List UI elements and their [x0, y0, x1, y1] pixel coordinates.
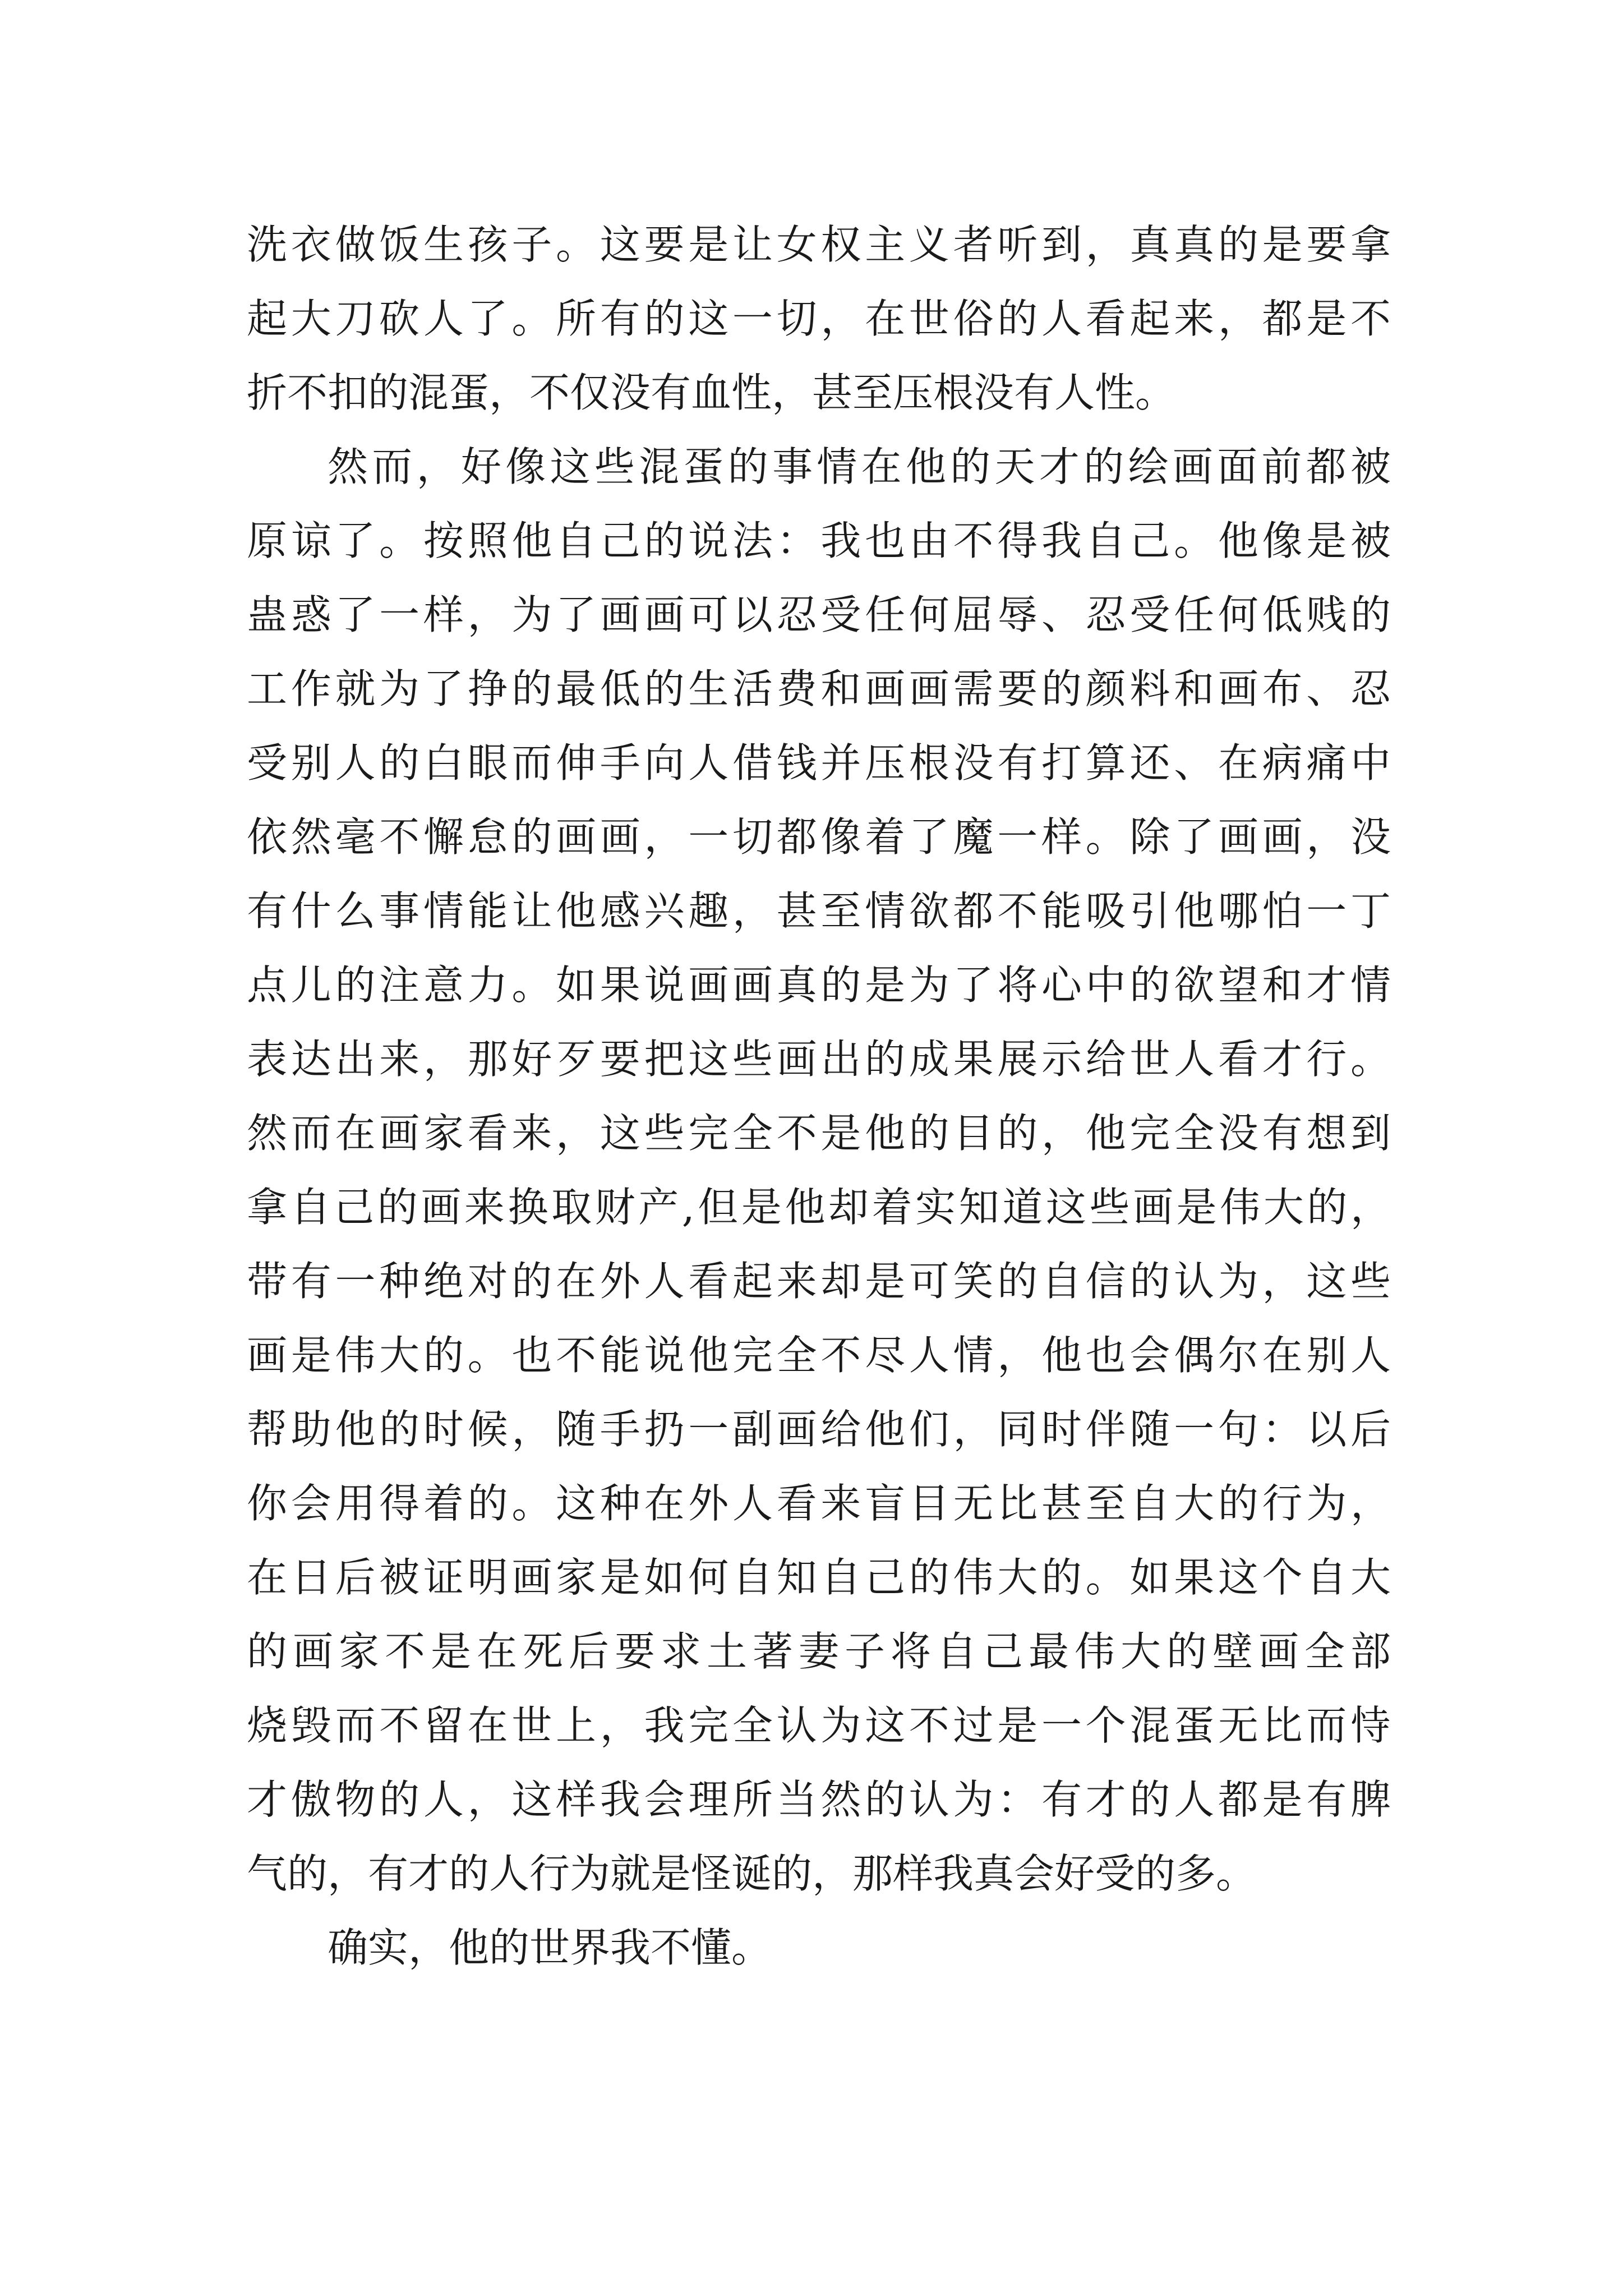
text-line: 洗衣做饭生孩子。这要是让女权主义者听到，真真的是要拿 [247, 221, 1391, 268]
text-line: 画是伟大的。也不能说他完全不尽人情，他也会偶尔在别人 [247, 1332, 1391, 1379]
text-line: 折不扣的混蛋，不仅没有血性，甚至压根没有人性。 [247, 369, 1176, 416]
text-line: 气的，有才的人行为就是怪诞的，那样我真会好受的多。 [247, 1850, 1257, 1897]
text-line: 带有一种绝对的在外人看起来却是可笑的自信的认为，这些 [247, 1258, 1391, 1305]
text-line: 拿自己的画来换取财产,但是他却着实知道这些画是伟大的， [247, 1184, 1391, 1231]
text-line: 起大刀砍人了。所有的这一切，在世俗的人看起来，都是不 [247, 295, 1391, 342]
text-line: 的画家不是在死后要求土著妻子将自己最伟大的壁画全部 [247, 1628, 1391, 1675]
text-line: 受别人的白眼而伸手向人借钱并压根没有打算还、在病痛中 [247, 739, 1391, 786]
text-line: 在日后被证明画家是如何自知自己的伟大的。如果这个自大 [247, 1554, 1391, 1601]
body-text [247, 208, 1391, 1985]
text-line: 依然毫不懈怠的画画，一切都像着了魔一样。除了画画，没 [247, 813, 1391, 861]
text-line: 烧毁而不留在世上，我完全认为这不过是一个混蛋无比而恃 [247, 1702, 1391, 1749]
text-line: 工作就为了挣的最低的生活费和画画需要的颜料和画布、忍 [247, 665, 1391, 712]
text-line: 点儿的注意力。如果说画画真的是为了将心中的欲望和才情 [247, 961, 1391, 1009]
text-line: 原谅了。按照他自己的说法：我也由不得我自己。他像是被 [247, 517, 1391, 564]
text-line: 确实，他的世界我不懂。 [328, 1924, 772, 1971]
text-line: 然而在画家看来，这些完全不是他的目的，他完全没有想到 [247, 1110, 1391, 1157]
text-line: 你会用得着的。这种在外人看来盲目无比甚至自大的行为， [247, 1480, 1391, 1527]
text-line: 表达出来，那好歹要把这些画出的成果展示给世人看才行。 [247, 1036, 1391, 1083]
text-line: 才傲物的人，这样我会理所当然的认为：有才的人都是有脾 [247, 1776, 1391, 1823]
text-line: 蛊惑了一样，为了画画可以忍受任何屈辱、忍受任何低贱的 [247, 591, 1391, 638]
text-line: 有什么事情能让他感兴趣，甚至情欲都不能吸引他哪怕一丁 [247, 887, 1391, 935]
text-line: 然而，好像这些混蛋的事情在他的天才的绘画面前都被 [328, 443, 1391, 490]
text-line: 帮助他的时候，随手扔一副画给他们，同时伴随一句：以后 [247, 1406, 1391, 1453]
